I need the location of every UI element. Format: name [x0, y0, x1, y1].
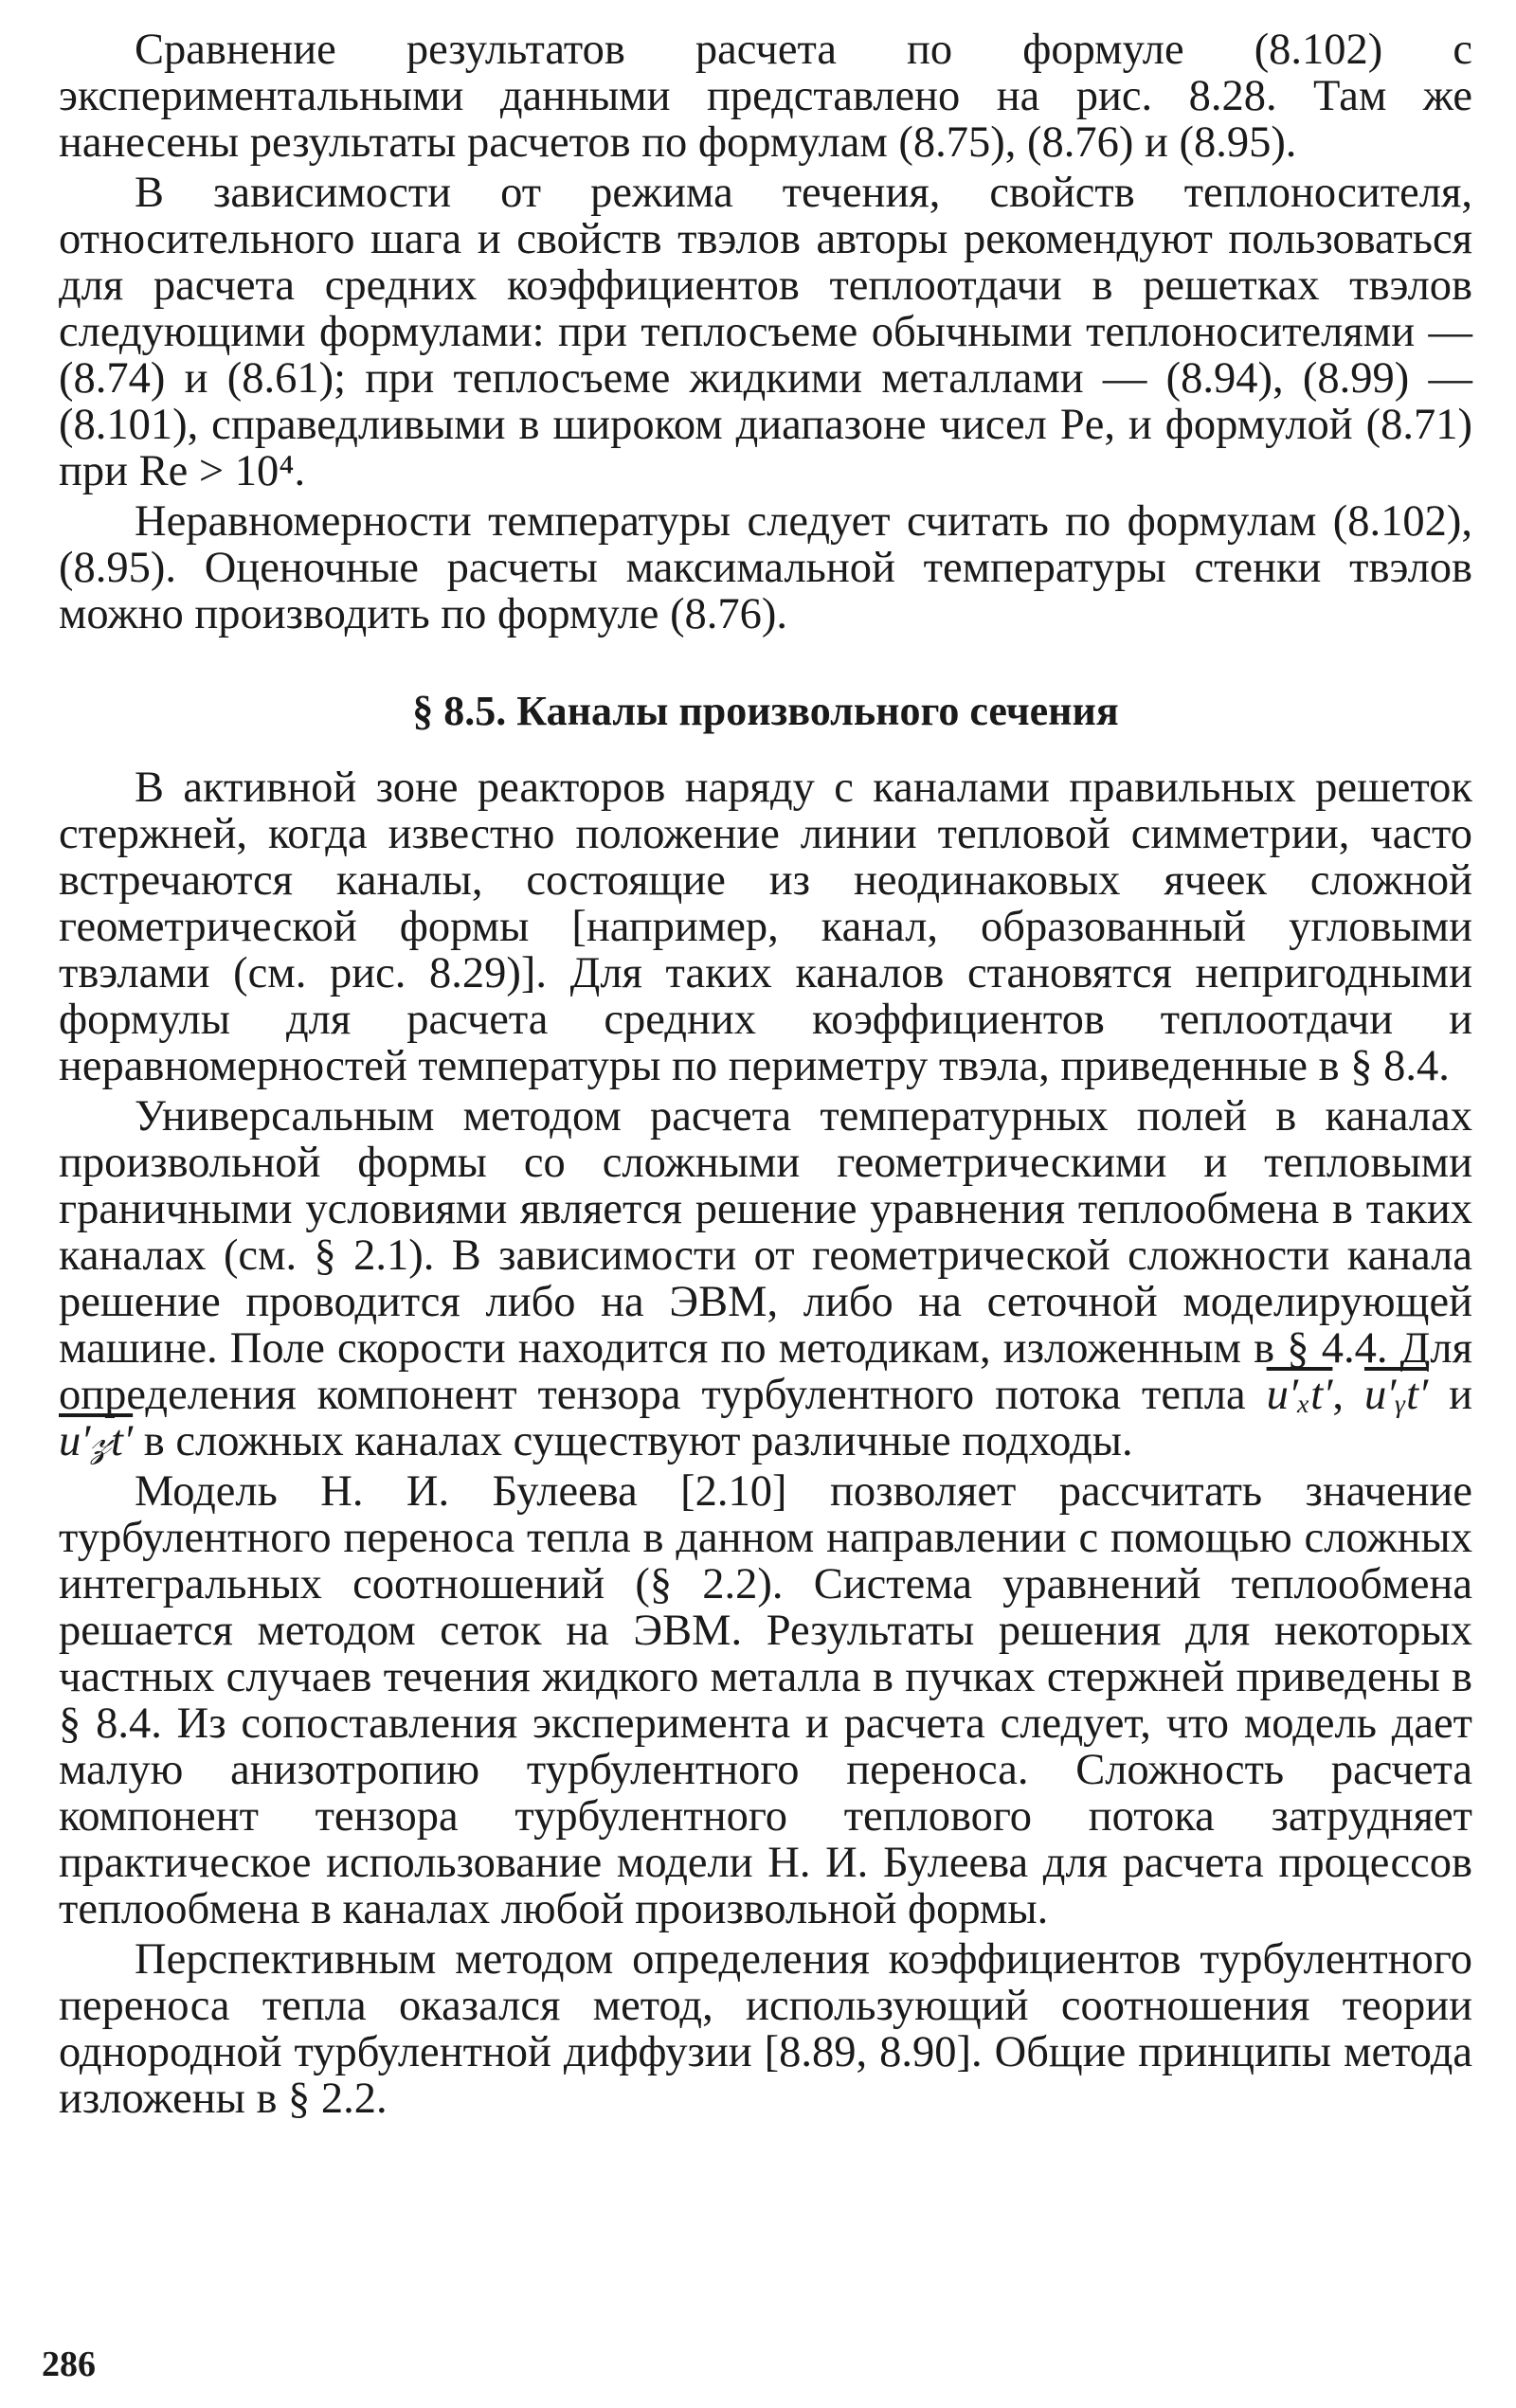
flux-term-z: u′𝓏t′ [59, 1417, 134, 1465]
flux-term-x: u′ₓt′ [1266, 1371, 1333, 1419]
separator-2: и [1428, 1371, 1472, 1419]
page-number: 286 [42, 2345, 96, 2384]
universal-text-after: в сложных каналах существуют различные подходы. [133, 1417, 1133, 1465]
paragraph-diffusion-method: Перспективным методом определения коэффициентов турбулентного переноса тепла оказался метод, использующий соотношения теории однородной турбулентной диффузии [8.89, 8.90]. Общие принципы метода изложены в § 2.2. [59, 1935, 1472, 2123]
paragraph-comparison: Сравнение результатов расчета по формуле (8.102) с экспериментальными данными представлено на рис. 8.28. Там же нанесены результаты расчетов по формулам (8.75), (8.76) и (8.95). [59, 26, 1472, 167]
flux-term-y: u′ᵧt′ [1363, 1371, 1429, 1419]
paragraph-core-channels: В активной зоне реакторов наряду с каналами правильных решеток стержней, когда известно положение линии тепловой симметрии, часто встречаются каналы, состоящие из неодинаковых ячеек сложной геометрической формы [например, канал, образованный угловыми твэлами (см. рис. 8.29)]. Для таких каналов становятся непригодными формулы для расчета средних коэффициентов теплоотдачи и неравномерностей температуры по периметру твэла, приведенные в § 8.4. [59, 764, 1472, 1090]
paragraph-recommendations: В зависимости от режима течения, свойств теплоносителя, относительного шага и свойств твэлов авторы рекомендуют пользоваться для расчета средних коэффициентов теплоотдачи в решетках твэлов следующими формулами: при теплосъеме обычными теплоносителями — (8.74) и (8.61); при теплосъеме жидкими металлами — (8.94), (8.99) — (8.101), справедливыми в широком диапазоне чисел Pe, и формулой (8.71) при Re > 10⁴. [59, 169, 1472, 495]
section-heading: § 8.5. Каналы произвольного сечения [412, 688, 1119, 734]
paragraph-buleev-model: Модель Н. И. Булеева [2.10] позволяет рассчитать значение турбулентного переноса тепла в данном направлении с помощью сложных интегральных соотношений (§ 2.2). Система уравнений теплообмена решается методом сеток на ЭВМ. Результаты решения для некоторых частных случаев течения жидкого металла в пучках стержней приведены в § 8.4. Из сопоставления эксперимента и расчета следует, что модель дает малую анизотропию турбулентного переноса. Сложность расчета компонент тензора турбулентного теплового потока затрудняет практическое использование модели Н. И. Булеева для расчета процессов теплообмена в каналах любой произвольной формы. [59, 1467, 1472, 1933]
universal-text-before: Универсальным методом расчета температурных полей в каналах произвольной формы со сложными геометрическими и тепловыми граничными условиями является решение уравнения теплообмена в таких каналах (см. § 2.1). В зависимости от геометрической сложности канала решение проводится либо на ЭВМ, либо на сеточной моделирующей машине. Поле скорости находится по методикам, изложенным в § 4.4. Для определения компонент тензора турбулентного потока тепла [59, 1092, 1472, 1419]
paragraph-nonuniformity: Неравномерности температуры следует считать по формулам (8.102), (8.95). Оценочные расчеты максимальной температуры стенки твэлов можно производить по формуле (8.76). [59, 497, 1472, 638]
paragraph-universal-method [59, 1093, 1472, 1465]
page-body [59, 27, 1472, 2122]
separator-1: , [1332, 1371, 1364, 1419]
